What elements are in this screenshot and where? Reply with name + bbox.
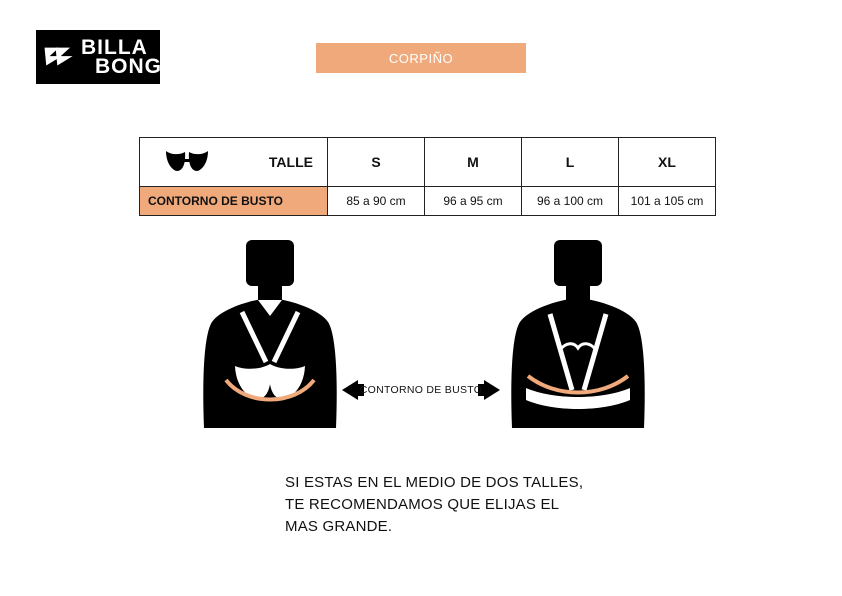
billabong-waves-icon: [42, 40, 76, 74]
brand-name-line2: BONG: [95, 55, 162, 78]
brand-logo: [36, 30, 160, 84]
table-header-talle-label: TALLE: [268, 154, 313, 170]
brand-name-line1: BILLA: [81, 35, 148, 59]
page-title: CORPIÑO: [316, 43, 526, 73]
table-header-size-xl: XL: [619, 138, 716, 187]
female-torso-front-icon: [190, 238, 350, 430]
bra-icon: [164, 147, 210, 177]
row-label-contorno-de-busto: CONTORNO DE BUSTO: [140, 187, 328, 216]
table-header-size-s: S: [328, 138, 425, 187]
cell-contorno-xl: 101 a 105 cm: [619, 187, 716, 216]
table-row: [140, 187, 716, 216]
recommendation-note: [285, 472, 615, 537]
note-line-3: MAS GRANDE.: [285, 517, 393, 535]
table-header-size-m: M: [425, 138, 522, 187]
size-table: [139, 137, 716, 216]
cell-contorno-s: 85 a 90 cm: [328, 187, 425, 216]
measurement-arrow-label: CONTORNO DE BUSTO: [359, 384, 483, 396]
measurement-arrow: [342, 376, 500, 404]
female-torso-back-icon: [498, 238, 658, 430]
cell-contorno-m: 96 a 95 cm: [425, 187, 522, 216]
table-header-row: [140, 138, 716, 187]
cell-contorno-l: 96 a 100 cm: [522, 187, 619, 216]
note-line-1: SI ESTAS EN EL MEDIO DE DOS TALLES,: [285, 474, 584, 491]
table-header-talle-cell: [140, 138, 328, 187]
brand-wordmark: [81, 35, 162, 78]
table-header-size-l: L: [522, 138, 619, 187]
note-line-2: TE RECOMENDAMOS QUE ELIJAS EL: [285, 495, 560, 513]
